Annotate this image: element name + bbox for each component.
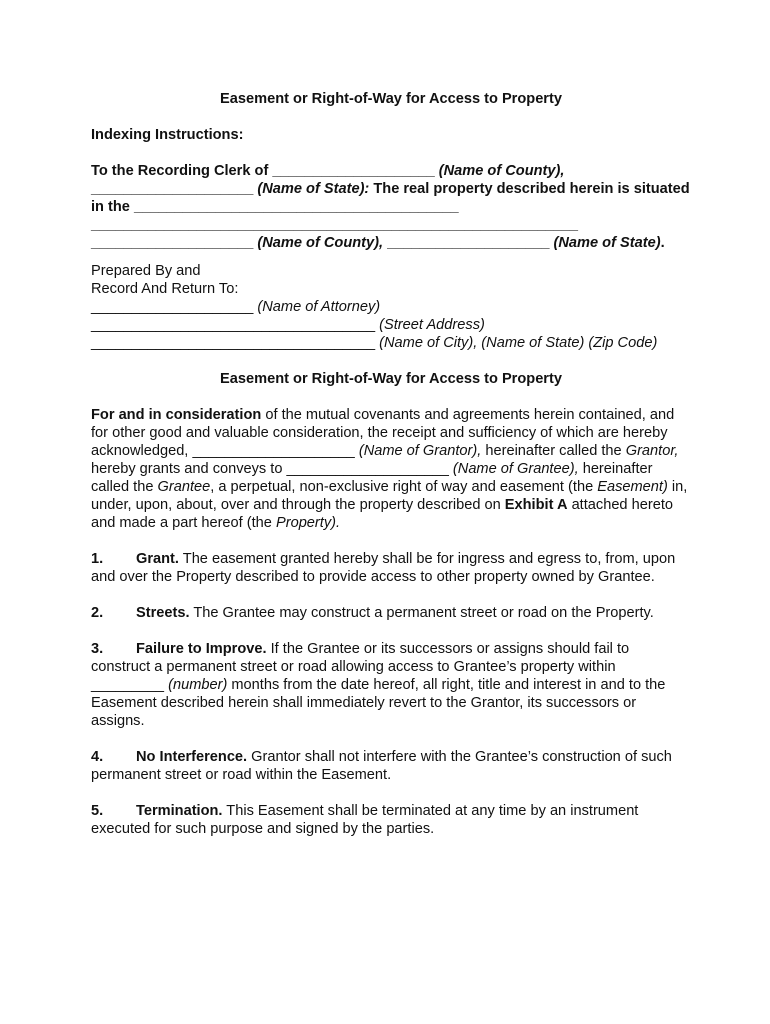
- county-label-2: (Name of County),: [257, 235, 384, 251]
- consideration-lead: For and in consideration: [91, 407, 262, 423]
- county-blank-1: ____________________: [272, 163, 435, 179]
- number-label: (number): [168, 677, 228, 693]
- section-text: Grantor shall not interfere with the Grantee’s construction of such permanent street or road within the Easement.: [91, 749, 672, 783]
- consideration-text-3: hereby grants and conveys to: [91, 461, 283, 477]
- recording-prefix: To the Recording Clerk of: [91, 163, 269, 179]
- section-3: [91, 640, 691, 730]
- section-5: [91, 802, 691, 838]
- state-blank-1: ____________________: [91, 181, 254, 197]
- street-line: [91, 316, 691, 334]
- street-blank: ___________________________________: [91, 317, 376, 333]
- prepared-line-2: Record And Return To:: [91, 281, 239, 297]
- grantee-term: Grantee: [157, 479, 211, 495]
- recording-period: .: [660, 235, 665, 251]
- consideration-text-5: , a perpetual, non-exclusive right of way and easement (the: [210, 479, 594, 495]
- grantee-blank: ____________________: [286, 461, 449, 477]
- city-blank: ___________________________________: [91, 335, 376, 351]
- section-1: [91, 550, 691, 586]
- county-label-1: (Name of County),: [438, 163, 565, 179]
- section-heading: Grant.: [136, 551, 179, 567]
- consideration-text-4: hereinafter called the: [91, 461, 653, 495]
- grantor-blank: ____________________: [192, 443, 355, 459]
- document-page: [91, 90, 691, 838]
- state-blank-2: ____________________: [387, 235, 550, 251]
- document-title-2: Easement or Right-of-Way for Access to Property: [220, 371, 562, 387]
- section-text-b: months from the date hereof, all right, title and interest in and to the Easement described herein shall immediately revert to the Grantor, its successors or assigns.: [91, 677, 666, 729]
- months-blank: _________: [91, 677, 165, 693]
- consideration-text-7: attached hereto and made a part hereof (the: [91, 497, 673, 531]
- consideration-paragraph: [91, 406, 691, 532]
- section-2: [91, 604, 691, 622]
- situated-blank: ________________________________________: [133, 199, 459, 215]
- city-label: (Name of City), (Name of State) (Zip Code): [379, 335, 658, 351]
- section-number: 5.: [91, 803, 104, 819]
- easement-term: Easement): [597, 479, 668, 495]
- indexing-instructions-label: Indexing Instructions:: [91, 127, 244, 143]
- attorney-label: (Name of Attorney): [257, 299, 381, 315]
- section-number: 4.: [91, 749, 104, 765]
- city-line: [91, 334, 691, 352]
- property-term: Property).: [275, 515, 341, 531]
- section-text-a: If the Grantee or its successors or assigns should fail to construct a permanent street or road allowing access to Grantee’s property within: [91, 641, 630, 675]
- prepared-line-1: Prepared By and: [91, 263, 201, 279]
- section-number: 2.: [91, 605, 104, 621]
- prepared-by-block: [91, 262, 691, 352]
- section-text: This Easement shall be terminated at any time by an instrument executed for such purpose and signed by the parties.: [91, 803, 639, 837]
- attorney-blank: ____________________: [91, 299, 254, 315]
- situated-text: The real property described herein is situated in the: [91, 181, 690, 215]
- situated-blank-2: ____________________________________________________________: [91, 217, 578, 233]
- recording-clerk-paragraph: [91, 162, 691, 252]
- section-text: The Grantee may construct a permanent street or road on the Property.: [193, 605, 654, 621]
- consideration-text-6: in, under, upon, about, over and through the property described on: [91, 479, 688, 513]
- street-label: (Street Address): [379, 317, 485, 333]
- state-label-2: (Name of State): [553, 235, 661, 251]
- section-heading: No Interference.: [136, 749, 248, 765]
- section-heading: Failure to Improve.: [136, 641, 267, 657]
- document-title: Easement or Right-of-Way for Access to Property: [220, 91, 562, 107]
- section-heading: Termination.: [136, 803, 223, 819]
- consideration-text-2: hereinafter called the: [485, 443, 622, 459]
- exhibit-a: Exhibit A: [504, 497, 568, 513]
- consideration-text-1: of the mutual covenants and agreements herein contained, and for other good and valuable consideration, the receipt and sufficiency of which are hereby acknowledged,: [91, 407, 675, 459]
- section-heading: Streets.: [136, 605, 190, 621]
- county-blank-2: ____________________: [91, 235, 254, 251]
- state-label-1: (Name of State):: [257, 181, 370, 197]
- section-number: 3.: [91, 641, 104, 657]
- grantee-label: (Name of Grantee),: [452, 461, 579, 477]
- attorney-line: [91, 298, 691, 316]
- section-4: [91, 748, 691, 784]
- grantor-label: (Name of Grantor),: [358, 443, 482, 459]
- grantor-term: Grantor,: [625, 443, 679, 459]
- section-text: The easement granted hereby shall be for ingress and egress to, from, upon and over the Property described to provide access to other property owned by Grantee.: [91, 551, 676, 585]
- section-number: 1.: [91, 551, 104, 567]
